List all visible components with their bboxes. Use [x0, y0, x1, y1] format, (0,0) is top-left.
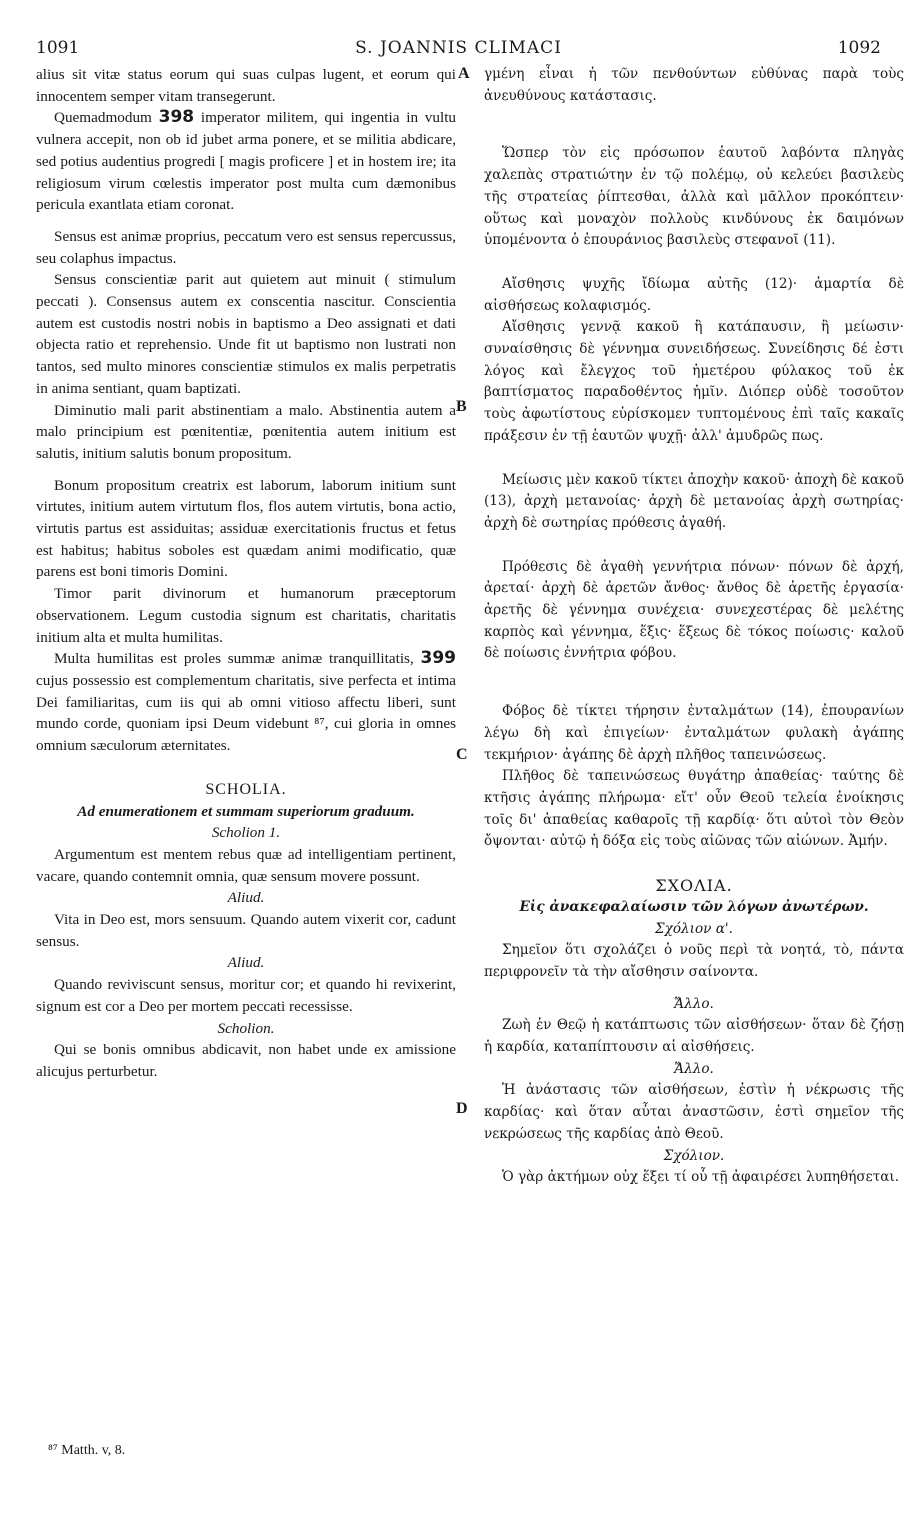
section-marker-d: D — [456, 1100, 468, 1117]
greek-paragraph: Ὥσπερ τὸν εἰς πρόσωπον ἑαυτοῦ λαβόντα πληγὰς χαλεπὰς στρατιώτην ἐν τῷ πολέμῳ, οὐ κελεύει βασιλεὺς τῆς στρατείας ῥίπτεσθαι, ἀλλὰ καὶ μᾶλλον προκόπτειν· οὕτως καὶ μοναχὸν πολλοὺς κινδύνους ἐκ δαιμόνων ὑπομένοντα ὁ ἐπουράνιος βασιλεὺς στεφανοῖ (11). — [484, 145, 904, 249]
scholion-text: Argumentum est mentem rebus quæ ad intelligentiam pertinent, vacare, quando contemnit omnia, quæ sensum movere possunt. — [36, 845, 456, 885]
column-number: 398 — [158, 107, 195, 128]
scholia-subtitle: Εἰς ἀνακεφαλαίωσιν τῶν λόγων ἀνωτέρων. — [519, 898, 869, 915]
latin-paragraph: alius sit vitæ status eorum qui suas culpas lugent, et eorum qui innocentem semper vitam transegerunt. — [36, 66, 456, 105]
scholia-title: SCHOLIA. — [205, 780, 287, 798]
scholion-heading: Aliud. — [227, 889, 265, 907]
latin-paragraph: Bonum propositum creatrix est laborum, laborum initium sunt virtutes, initium autem virtutum flos, flos autem virtutis, bona actio, virtutis partus est assiduitas; assiduæ exercitationis fructus et fetus est habitus; habitus soboles est quædam animi modificatio, quæ parens est boni timoris Domini. — [36, 476, 456, 581]
latin-paragraph: Timor parit divinorum et humanorum præceptorum observationem. Legum custodia signum est charitatis, charitatis initium alta et multa humilitas. — [36, 585, 456, 646]
page-number-left: 1091 — [36, 38, 80, 58]
scholia-subtitle: Ad enumerationem et summam superiorum graduum. — [77, 802, 415, 820]
scholion-text: Quando reviviscunt sensus, moritur cor; et quando hi revixerint, signum est cor a Deo per mortem peccati recessisse. — [36, 976, 456, 1015]
greek-paragraph: Αἴσθησις ψυχῆς ἴδίωμα αὐτῆς (12)· ἁμαρτία δὲ αἰσθήσεως κολαφισμός. — [484, 275, 904, 314]
greek-column — [484, 64, 904, 1189]
scholion-text: Vita in Deo est, mors sensuum. Quando autem vixerit cor, cadunt sensus. — [36, 911, 456, 950]
latin-paragraph: Sensus conscientiæ parit aut quietem aut minuit ( stimulum peccati ). Consensus autem ex conscentia nascitur. Conscientia autem est custodis nostri nobis in baptismo a Deo assignati et dati objecta ratio et reprehensio. Unde fit ut baptismo non lustrati non tantos, sed multo minores conscientiæ stimulos ex malis perpetratis in anima sentiant, quam baptizati. — [36, 271, 456, 397]
footnote: ⁸⁷ Matth. v, 8. — [48, 1443, 126, 1458]
scholion-heading: Ἄλλο. — [674, 1060, 714, 1077]
section-marker-c: C — [456, 746, 468, 763]
scholion-text: Σημεῖον ὅτι σχολάζει ὁ νοῦς περὶ τὰ νοητά, τὸ, πάντα περιφρονεῖν τὰ τὴν αἴσθησιν σαίνοντα. — [484, 942, 904, 980]
greek-paragraph: Πλῆθος δὲ ταπεινώσεως θυγάτηρ ἀπαθείας· ταύτης δὲ κτῆσις ἀγάπης πλήρωμα· εἴτ' οὖν Θεοῦ τελεία ἐνοίκησις τοῖς δι' ἀπαθείας καθαροῖς τῇ καρδίᾳ· ὅτι αὐτοὶ τὸν Θεὸν ὄψονται· αὐτῷ ἡ δόξα εἰς τοὺς αἰῶνας τῶν αἰώνων. Ἀμήν. — [484, 768, 904, 850]
greek-paragraph: γμένη εἶναι ἡ τῶν πενθούντων εὐθύνας παρὰ τοὺς ἀνευθύνους κατάστασις. — [484, 66, 904, 104]
section-marker-a: A — [458, 65, 470, 82]
scholion-text: Ζωὴ ἐν Θεῷ ἡ κατάπτωσις τῶν αἰσθήσεων· ὅταν δὲ ζήσῃ ἡ καρδία, καταπίπτουσιν αἱ αἰσθήσεις. — [484, 1017, 904, 1056]
scholion-text: Ἡ ἀνάστασις τῶν αἰσθήσεων, ἐστὶν ἡ νέκρωσις τῆς καρδίας· καὶ ὅταν αὗται ἀναστῶσιν, ἐστὶ σημεῖον τῆς νεκρώσεως τῆς καρδίας ἀπὸ Θεοῦ. — [484, 1082, 904, 1142]
latin-paragraph: Quemadmodum 398 imperator militem, qui ingentia in vultu vulnera accepit, non ob id jubet arma ponere, et se militia abdicare, sed potius audentius progredi [ magis proficere ] et in hostem ire; ita religiosum virum cœlestis imperator post multa cum dæmonibus pericula exantlata etiam coronat. — [36, 107, 457, 214]
greek-paragraph: Αἴσθησις γεννᾷ κακοῦ ἢ κατάπαυσιν, ἢ μείωσιν· συναίσθησις δὲ γέννημα συνειδήσεως. Συνείδησις δέ ἐστι λόγος καὶ ἔλεγχος τοῦ ἡμετέρου φύλακος τοῦ ἐκ βαπτίσματος παραδοθέντος ἡμῖν. Διόπερ οὐδὲ τοσοῦτον τοὺς ἀφωτίστους εὑρίσκομεν τυπτομένους ἐπὶ ταῖς κακαῖς πράξεσιν ἐν τῇ ἑαυτῶν ψυχῇ· ἀλλ' ἀμυδρῶς πως. — [484, 319, 904, 444]
scholion-heading: Scholion 1. — [211, 824, 281, 842]
latin-paragraph: Sensus est animæ proprius, peccatum vero est sensus repercussus, seu colaphus impactus. — [36, 227, 456, 267]
scholion-text: Ὁ γὰρ ἀκτήμων οὐχ ἕξει τί οὗ τῇ ἀφαιρέσει λυπηθήσεται. — [502, 1169, 900, 1186]
scholion-heading: Scholion. — [217, 1019, 275, 1037]
scholia-title: ΣΧΟΛΙΑ. — [655, 876, 733, 896]
scholion-text: Qui se bonis omnibus abdicavit, non habet unde ex amissione alicujus perturbetur. — [36, 1041, 456, 1080]
scholion-heading: Aliud. — [227, 954, 265, 972]
page-header — [36, 38, 881, 60]
latin-paragraph: Multa humilitas est proles summæ animæ tranquillitatis, 399 cujus possessio est complementum charitatis, sive perfecta et intima Dei familiaritas, cum iis qui ab omni vitioso affectu liberi, sunt mundo corde, quoniam ipsi Deum videbunt ⁸⁷, cui gloria in omnes omnium sæculorum æternitates. — [36, 648, 457, 755]
latin-column — [36, 64, 456, 1083]
section-marker-b: B — [456, 398, 467, 415]
column-number: 399 — [420, 648, 457, 669]
greek-paragraph: Μείωσις μὲν κακοῦ τίκτει ἀποχὴν κακοῦ· ἀποχὴ δὲ κακοῦ (13), ἀρχὴ μετανοίας· ἀρχὴ δὲ μετανοίας ἀρχὴ σωτηρίας· ἀρχὴ δὲ σωτηρίας πρόθεσις ἀγαθή. — [484, 471, 904, 531]
greek-paragraph: Πρόθεσις δὲ ἀγαθὴ γεννήτρια πόνων· πόνων δὲ ἀρχή, ἀρεταί· ἀρχὴ δὲ ἀρετῶν ἄνθος· ἄνθος δὲ ἀρετῆς ἐργασία· ἀρετῆς δὲ γέννημα συνέχεια· συνεχεστέρας δὲ μελέτης καρπὸς καὶ γέννημα, ἕξις· ἕξεως δὲ τόκος ποίωσις· καλοῦ δὲ ποίωσις ἐννήτρια φόβου. — [484, 558, 904, 662]
greek-paragraph: Φόβος δὲ τίκτει τήρησιν ἐνταλμάτων (14), ἐπουρανίων λέγω δὴ καὶ ἐπιγείων· ἐνταλμάτων φυλακὴ ἀγάπης τεκμήριον· ἀγάπης δὲ ἀρχὴ πλῆθος ταπεινώσεως. — [484, 703, 904, 763]
scholion-heading: Σχόλιον α'. — [655, 920, 733, 937]
scholion-heading: Ἄλλο. — [674, 995, 714, 1012]
page-number-right: 1092 — [837, 38, 881, 58]
scholion-heading: Σχόλιον. — [663, 1147, 725, 1164]
running-title: S. JOANNIS CLIMACI — [355, 38, 562, 58]
latin-paragraph: Diminutio mali parit abstinentiam a malo. Abstinentia autem a malo principium est pœnitentiæ, pœnitentia autem initium est salutis, initium salutis bonum propositum. — [36, 401, 456, 462]
